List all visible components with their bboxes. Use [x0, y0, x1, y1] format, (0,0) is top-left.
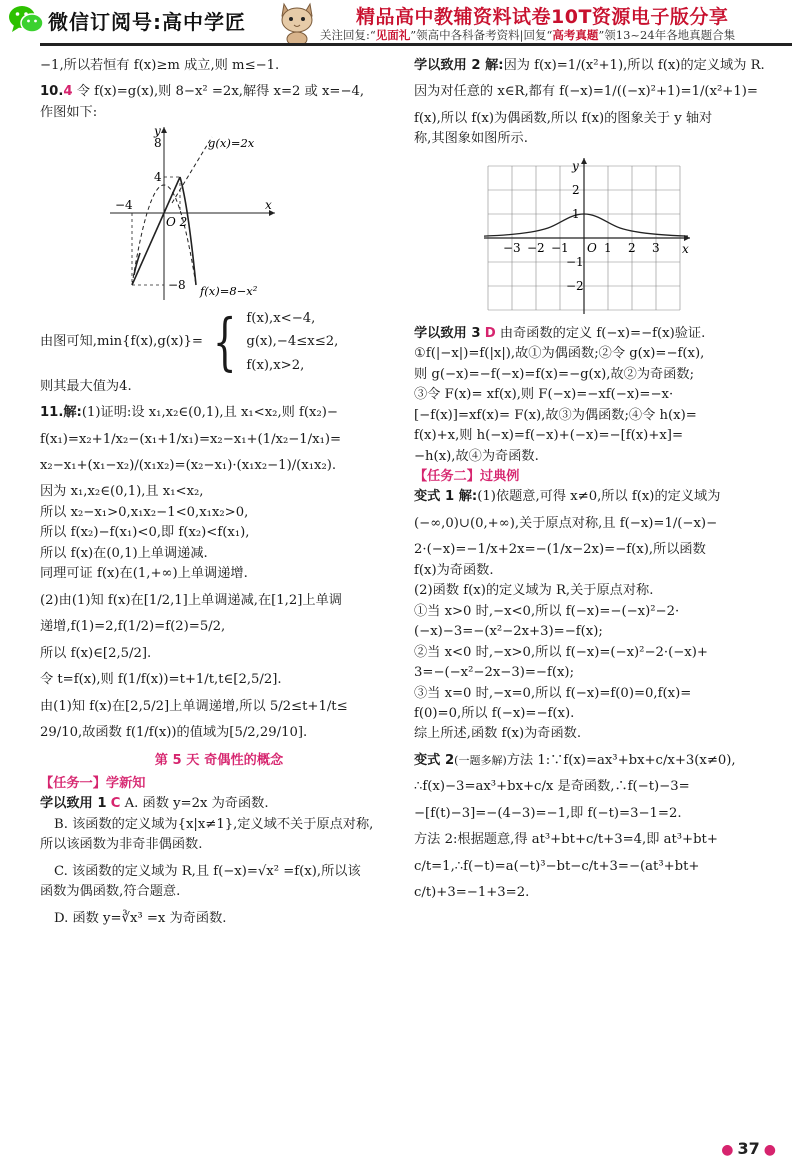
header-slogan: 精品高中教辅资料试卷10T资源电子版分享 [356, 6, 729, 28]
text-line: −h(x),故④为奇函数. [414, 448, 539, 464]
text-line: 同理可证 f(x)在(1,+∞)上单调递增. [40, 566, 248, 582]
solution-head: 解: [63, 405, 82, 421]
text-line: ②当 x<0 时,−x>0,所以 f(−x)=(−x)²−2·(−x)+ [414, 644, 708, 660]
text-line: ③当 x=0 时,−x=0,所以 f(−x)=f(0)=0,f(x)= [414, 685, 692, 701]
tick-y2: 2 [572, 182, 580, 197]
question-10 [40, 82, 398, 102]
subtitle-highlight: 高考真题 [552, 28, 599, 42]
question-number: 10. [40, 84, 64, 100]
exercise-head: 变式 1 解: [414, 489, 478, 505]
section-title: 第 5 天 奇偶性的概念 [154, 753, 284, 769]
tick-xn3: −3 [503, 240, 521, 255]
exercise-2 [414, 56, 784, 76]
question-11 [40, 403, 398, 423]
text-line: 由(1)知 f(x)在[2,5/2]上单调递增,所以 5/2≤t+1/t≤ [40, 698, 348, 714]
dot-icon: ● [763, 1142, 776, 1158]
tick-neg8: −8 [168, 278, 186, 293]
variant-2 [414, 751, 784, 771]
exercise-head: 变式 2 [414, 752, 455, 768]
task-heading: 【任务一】学新知 [40, 775, 146, 791]
tick-x3: 3 [652, 240, 660, 255]
text-line: 函数为偶函数,符合题意. [40, 884, 181, 900]
text-line: 则其最大值为4. [40, 378, 132, 394]
text-line: 所以 f(x₂)−f(x₁)<0,即 f(x₂)<f(x₁), [40, 525, 250, 541]
text-line: −1,所以若恒有 f(x)≥m 成立,则 m≤−1. [40, 58, 280, 73]
page-number [717, 1139, 780, 1158]
text-line: (2)函数 f(x)的定义域为 R,关于原点对称. [414, 583, 654, 599]
text-line: c/t)+3=−1+3=2. [414, 885, 530, 901]
answer-mark: C [110, 796, 121, 812]
page-header [0, 0, 800, 50]
exercise-1 [40, 794, 398, 814]
curve-f [484, 214, 688, 236]
text-line: ∴f(x)−3=ax³+bx+c/x 是奇函数,∴f(−t)−3= [414, 779, 690, 795]
text-line: (−x)−3=−(x²−2x+3)=−f(x); [414, 624, 603, 640]
text-line: D. 函数 y=∛x³ =x 为奇函数. [54, 910, 227, 926]
tick-neg4: −4 [115, 198, 133, 213]
case-3: f(x),x>2, [246, 357, 305, 373]
exercise-3 [414, 324, 784, 344]
header-subtitle [320, 27, 735, 43]
brace-icon: { [212, 305, 237, 378]
mascot-cat-icon [278, 0, 316, 46]
y-axis-arrow [581, 158, 587, 164]
y-axis-label: y [154, 125, 161, 139]
case-1: f(x),x<−4, [246, 311, 316, 327]
answer-mark: D [484, 325, 496, 341]
text-line: 所以 f(x)∈[2,5/2]. [40, 645, 152, 661]
text-line: ①f(|−x|)=f(|x|),故①为偶函数;②令 g(x)=−f(x), [414, 346, 705, 362]
min-piecewise [40, 307, 398, 376]
text-line: 综上所述,函数 f(x)为奇函数. [414, 726, 582, 742]
tick-4: 4 [154, 170, 162, 185]
y-axis-arrow [161, 127, 167, 133]
text-line: 因为 x₁,x₂∈(0,1),且 x₁<x₂, [40, 484, 204, 500]
text-line: (2)由(1)知 f(x)在[1/2,1]上单调递减,在[1,2]上单调 [40, 592, 342, 608]
subtitle-part: 关注回复:“ [320, 28, 376, 42]
text-line: 作图如下: [40, 104, 98, 120]
text-line: f(x₁)=x₂+1/x₂−(x₁+1/x₁)=x₂−x₁+(1/x₂−1/x₁)= [40, 431, 342, 447]
line-g-dashed [172, 137, 212, 203]
answer-mark: 4 [63, 84, 73, 100]
text-line: 由图可知,min{f(x),g(x)}= [40, 333, 203, 349]
text-line: 所以 f(x)在(0,1)上单调递减. [40, 545, 208, 561]
brand-title: 微信订阅号:高中学匠 [48, 10, 246, 34]
text-line: (1)依题意,可得 x≠0,所以 f(x)的定义域为 [477, 489, 721, 505]
label-g: g(x)=2x [208, 136, 255, 151]
text-line: f(x),所以 f(x)为偶函数,所以 f(x)的图象关于 y 轴对 [414, 110, 713, 126]
variant-tag: (一题多解) [454, 753, 507, 767]
cases-list [246, 307, 338, 376]
text-line: (−∞,0)∪(0,+∞),关于原点对称,且 f(−x)=1/(−x)− [414, 515, 718, 531]
x-axis-label: x [265, 198, 272, 213]
tick-xn2: −2 [527, 240, 545, 255]
text-line: 称,其图象如图所示. [414, 131, 528, 147]
text-line: 递增,f(1)=2,f(1/2)=f(2)=5/2, [40, 619, 226, 635]
subtitle-highlight: 见面礼 [375, 28, 411, 42]
wechat-icon [8, 4, 44, 36]
left-column [40, 56, 398, 929]
tick-yn2: −2 [566, 278, 584, 293]
subtitle-part: ”领13~24年各地真题合集 [598, 28, 736, 42]
text-line: f(x)+x,则 h(−x)=f(−x)+(−x)=−[f(x)+x]= [414, 428, 684, 444]
tick-x2: 2 [628, 240, 636, 255]
question-number: 11. [40, 405, 64, 421]
text-line: ③令 F(x)= xf(x),则 F(−x)=−xf(−x)=−x· [414, 387, 674, 403]
text-line: 令 t=f(x),则 f(1/f(x))=t+1/t,t∈[2,5/2]. [40, 672, 282, 688]
min-parabola-segment [180, 177, 196, 285]
dot-icon: ● [721, 1142, 734, 1158]
min-line-segment [132, 177, 180, 285]
text-line: C. 该函数的定义域为 R,且 f(−x)=√x² =f(x),所以该 [54, 863, 361, 879]
x-axis-label: x [682, 241, 689, 256]
header-divider [40, 43, 792, 46]
label-f: f(x)=8−x² [200, 284, 258, 299]
text-line: −[f(t)−3]=−(4−3)=−1,即 f(−t)=3−1=2. [414, 805, 682, 821]
text-line: x₂−x₁+(x₁−x₂)/(x₁x₂)=(x₂−x₁)·(x₁x₂−1)/(x₁x₂). [40, 458, 337, 473]
text-line: 3=−(−x²−2x−3)=−f(x); [414, 665, 575, 681]
text-line: 所以该函数为非奇非偶函数. [40, 837, 203, 853]
text-line: [−f(x)]=xf(x)= F(x),故③为偶函数;④令 h(x)= [414, 407, 697, 423]
tick-x1: 1 [604, 240, 612, 255]
graph-f-g-intersection [110, 125, 280, 305]
text-line: 29/10,故函数 f(1/f(x))的值域为[5/2,29/10]. [40, 724, 308, 740]
text-line: 因为对任意的 x∈R,都有 f(−x)=1/((−x)²+1)=1/(x²+1)= [414, 84, 758, 100]
subtitle-part: ”领高中各科备考资料|回复“ [410, 28, 553, 42]
case-2: g(x),−4≤x≤2, [246, 334, 339, 350]
text-line: ①当 x>0 时,−x<0,所以 f(−x)=−(−x)²−2· [414, 603, 680, 619]
text-line: 2·(−x)=−1/x+2x=−(1/x−2x)=−f(x),所以函数 [414, 542, 706, 558]
text-line: 则 g(−x)=−f(−x)=f(x)=−g(x),故②为奇函数; [414, 366, 695, 382]
tick-xn1: −1 [551, 240, 569, 255]
exercise-head: 学以致用 1 [40, 796, 107, 812]
task-heading: 【任务二】过典例 [414, 468, 520, 484]
exercise-head: 学以致用 3 [414, 325, 481, 341]
text-line: B. 该函数的定义域为{x|x≠1},定义域不关于原点对称, [54, 816, 374, 832]
text-line: 方法 2:根据题意,得 at³+bt+c/t+3=4,即 at³+bt+ [414, 832, 718, 848]
text-line: A. 函数 y=2x 为奇函数. [120, 796, 269, 812]
right-column [414, 56, 784, 904]
text-line: (1)证明:设 x₁,x₂∈(0,1),且 x₁<x₂,则 f(x₂)− [81, 405, 338, 421]
text-line: 令 f(x)=g(x),则 8−x² =2x,解得 x=2 或 x=−4, [72, 84, 365, 100]
page-number-text: 37 [737, 1139, 760, 1158]
graph-even-function [484, 158, 694, 318]
text-line: 因为 f(x)=1/(x²+1),所以 f(x)的定义域为 R. [503, 58, 765, 73]
text-line: f(x)为奇函数. [414, 562, 494, 578]
tick-8: 8 [154, 136, 162, 151]
variant-1 [414, 487, 784, 507]
text-line: 由奇函数的定义 f(−x)=−f(x)验证. [495, 325, 706, 341]
exercise-head: 学以致用 2 解: [414, 58, 504, 73]
y-axis-label: y [572, 158, 579, 173]
origin-label: O 2 [166, 215, 188, 230]
text-line: f(0)=0,所以 f(−x)=−f(x). [414, 705, 575, 721]
tick-y1: 1 [572, 206, 580, 221]
text-line: 所以 x₂−x₁>0,x₁x₂−1<0,x₁x₂>0, [40, 504, 249, 520]
tick-yn1: −1 [566, 254, 584, 269]
origin-label: O [587, 240, 597, 255]
text-line: 方法 1:∵f(x)=ax³+bx+c/x+3(x≠0), [506, 752, 736, 768]
text-line: c/t=1,∴f(−t)=a(−t)³−bt−c/t+3=−(at³+bt+ [414, 858, 700, 874]
